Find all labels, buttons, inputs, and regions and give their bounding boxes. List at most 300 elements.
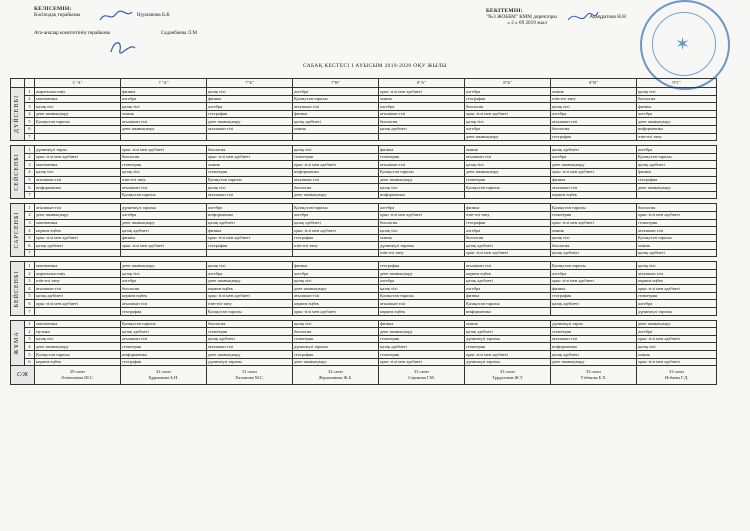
table-row [11, 176, 717, 184]
subject-cell: алгебра [465, 285, 551, 293]
subject-cell: ағылшын тілі [207, 343, 293, 351]
subject-cell [35, 133, 121, 141]
subject-cell: алгебра [637, 110, 717, 118]
subject-cell: дене шынықтыру [293, 191, 379, 199]
subject-cell [121, 133, 207, 141]
subject-cell: орыс тілі мен әдебиеті [293, 161, 379, 169]
class-5a-header: 5 "А" [35, 79, 121, 88]
class-8a-header: 8"А" [379, 79, 465, 88]
subject-cell: география [551, 292, 637, 300]
subject-cell: ағылшын тілі [207, 125, 293, 133]
subject-cell: алгебра [207, 103, 293, 111]
subject-cell: Қазақстан тарихы [637, 153, 717, 161]
subject-cell: өзін-өзі тану [551, 95, 637, 103]
subject-cell: Қазақстан тарихы [207, 176, 293, 184]
subject-cell: дене шынықтыру [379, 176, 465, 184]
page-title: САБАҚ КЕСТЕСІ I АУЫСЫМ 2019-2020 ОҚУ ЖЫЛЫ [302, 63, 448, 69]
subject-cell: алгебра [121, 277, 207, 285]
hours-total: 33 сағат [414, 369, 429, 375]
subject-cell: музыка [35, 328, 121, 336]
lesson-number: 5 [25, 176, 35, 184]
subject-cell: жаратылыстану [35, 270, 121, 278]
subject-cell [207, 249, 293, 257]
subject-cell: қазақ тілі [207, 88, 293, 96]
lesson-number: 3 [25, 161, 35, 169]
subject-cell [35, 191, 121, 199]
subject-cell: орыс тілі мен әдебиеті [121, 242, 207, 250]
lesson-number: 5 [25, 234, 35, 242]
subject-cell: биология [551, 125, 637, 133]
subject-cell: физика [121, 234, 207, 242]
lesson-number: 1 [25, 204, 35, 212]
teacher-name: Жұмаханова Ж.Б. [318, 375, 353, 381]
class-7v-header: 7"В" [293, 79, 379, 88]
subject-cell: ағылшын тілі [293, 292, 379, 300]
subject-cell: қазақ әдебиеті [551, 351, 637, 359]
subject-cell: қазақ әдебиеті [551, 300, 637, 308]
table-row [11, 168, 717, 176]
subject-cell: өзін-өзі тану [121, 176, 207, 184]
subject-cell: қазақ тілі [637, 88, 717, 96]
subject-cell: физика [465, 292, 551, 300]
subject-cell: дене шынықтыру [207, 351, 293, 359]
hours-total: 33 сағат [500, 369, 515, 375]
footer-label: С/Ж [11, 366, 35, 385]
subject-cell: алгебра [465, 227, 551, 235]
subject-cell: дене шынықтыру [207, 118, 293, 126]
subject-cell: Қазақстан тарихы [121, 191, 207, 199]
lesson-number: 4 [25, 168, 35, 176]
subject-cell: өзін-өзі тану [379, 249, 465, 257]
subject-cell: қазақ тілі [207, 184, 293, 192]
subject-cell: алгебра [293, 88, 379, 96]
subject-cell: қазақ тілі [293, 277, 379, 285]
subject-cell: дене шынықтыру [465, 168, 551, 176]
lesson-number: 3 [25, 335, 35, 343]
table-row [11, 146, 717, 154]
day-label: САРСЕНБІ [13, 211, 20, 249]
subject-cell: Қазақстан тарихы [207, 308, 293, 316]
subject-cell: дене шынықтыру [379, 328, 465, 336]
class-7b-header: 7"Б" [207, 79, 293, 88]
subject-cell: биология [293, 184, 379, 192]
footer-cell [637, 366, 717, 385]
table-row [11, 153, 717, 161]
header-day-cell [11, 79, 25, 88]
day-label: БЕЙСЕНБІ [13, 270, 20, 307]
lesson-number: 6 [25, 300, 35, 308]
subject-cell: биология [637, 204, 717, 212]
table-header-row [11, 79, 717, 88]
subject-cell: қазақ тілі [35, 335, 121, 343]
subject-cell: химия [551, 88, 637, 96]
subject-cell: физика [551, 285, 637, 293]
subject-cell: Қазақстан тарихы [35, 351, 121, 359]
lesson-number: 5 [25, 118, 35, 126]
teacher-name: Үзбекова Б.Х. [580, 375, 607, 381]
lesson-number: 2 [25, 270, 35, 278]
subject-cell: алгебра [207, 204, 293, 212]
table-row [11, 308, 717, 316]
subject-cell: математика [35, 95, 121, 103]
subject-cell [637, 191, 717, 199]
subject-cell: алгебра [379, 103, 465, 111]
footer-cell [207, 366, 293, 385]
subject-cell: геометрия [551, 328, 637, 336]
subject-cell: биология [379, 118, 465, 126]
subject-cell: дене шынықтыру [35, 110, 121, 118]
teacher-name: Исбаева Г.Д. [664, 375, 689, 381]
subject-cell: қазақ әдебиеті [35, 242, 121, 250]
lesson-number: 6 [25, 125, 35, 133]
subject-cell [35, 125, 121, 133]
subject-cell: Қазақстан тарихы [293, 204, 379, 212]
subject-cell: дене шынықтыру [551, 358, 637, 366]
subject-cell: ағылшын тілі [465, 153, 551, 161]
subject-cell: география [379, 262, 465, 270]
subject-cell: қазақ әдебиеті [465, 242, 551, 250]
subject-cell: орыс тілі мен әдебиеті [551, 219, 637, 227]
subject-cell: биология [293, 328, 379, 336]
subject-cell: алгебра [637, 328, 717, 336]
subject-cell: қазақ әдебиеті [207, 335, 293, 343]
subject-cell: биология [379, 219, 465, 227]
day-cell [11, 88, 25, 141]
official-stamp [640, 0, 730, 90]
subject-cell: физика [207, 95, 293, 103]
lesson-number: 3 [25, 103, 35, 111]
subject-cell: орыс тілі мен әдебиеті [293, 227, 379, 235]
subject-cell: орыс тілі мен әдебиеті [121, 146, 207, 154]
left-line1-label: Кәсіподақ төрайымы [34, 12, 81, 18]
hours-total: 32 сағат [328, 369, 343, 375]
subject-cell: дүниежүзі тарихы [465, 335, 551, 343]
subject-cell: орыс тілі мен әдебиеті [207, 234, 293, 242]
subject-cell: алгебра [551, 110, 637, 118]
subject-cell [293, 133, 379, 141]
table-row [11, 95, 717, 103]
lesson-number: 6 [25, 358, 35, 366]
lesson-number: 5 [25, 351, 35, 359]
lesson-number: 7 [25, 133, 35, 141]
table-row [11, 292, 717, 300]
table-row [11, 262, 717, 270]
subject-cell: өзін-өзі тану [293, 242, 379, 250]
subject-cell: дүниежүзі тарих [551, 320, 637, 328]
subject-cell: ағылшын тілі [35, 176, 121, 184]
subject-cell: биология [207, 320, 293, 328]
right-line1-name: Ақмұратова Н.Н [589, 14, 626, 20]
subject-cell: Қазақстан тарихы [465, 300, 551, 308]
table-row [11, 227, 717, 235]
subject-cell: математика [35, 320, 121, 328]
subject-cell: дене шынықтыру [293, 285, 379, 293]
subject-cell: алгебра [293, 270, 379, 278]
subject-cell: химия [465, 146, 551, 154]
subject-cell: дене шынықтыру [551, 161, 637, 169]
footer-cell [379, 366, 465, 385]
subject-cell: орыс тілі мен әдебиеті [35, 234, 121, 242]
subject-cell: геометрия [121, 343, 207, 351]
subject-cell: химия [379, 234, 465, 242]
left-line1-name: Нурланова Б.К [136, 12, 170, 18]
lesson-number: 4 [25, 227, 35, 235]
subject-cell: көркем еңбек [207, 285, 293, 293]
subject-cell: орыс тілі мен әдебиеті [637, 285, 717, 293]
footer-cell [121, 366, 207, 385]
subject-cell: қазақ тілі [637, 262, 717, 270]
subject-cell: алгебра [465, 125, 551, 133]
subject-cell: қазақ тілі [121, 168, 207, 176]
footer-cell [551, 366, 637, 385]
table-row [11, 110, 717, 118]
subject-cell: геометрия [293, 335, 379, 343]
subject-cell: орыс тілі мен әдебиеті [207, 292, 293, 300]
approval-right [486, 8, 626, 26]
subject-cell: химия [379, 95, 465, 103]
hours-total: 32 сағат [156, 369, 171, 375]
subject-cell: геометрия [637, 219, 717, 227]
subject-cell: ағылшын тілі [121, 335, 207, 343]
schedule-table [10, 78, 717, 385]
footer-cell [35, 366, 121, 385]
subject-cell: қазақ әдебиеті [637, 249, 717, 257]
subject-cell: орыс тілі мен әдебиеті [207, 153, 293, 161]
class-8v-header: 8"В" [551, 79, 637, 88]
day-cell [11, 146, 25, 199]
subject-cell: география [637, 176, 717, 184]
subject-cell: өзін-өзі тану [35, 277, 121, 285]
subject-cell: орыс тілі мен әдебиеті [465, 351, 551, 359]
subject-cell: орыс тілі мен әдебиеті [379, 211, 465, 219]
subject-cell: жаратылыстану [35, 88, 121, 96]
subject-cell: геометрия [379, 153, 465, 161]
teacher-name: Серикова Г.М. [408, 375, 435, 381]
lesson-number: 1 [25, 88, 35, 96]
subject-cell: геометрия [207, 168, 293, 176]
subject-cell: алгебра [465, 88, 551, 96]
teacher-name: Әлімханова Ш.С. [61, 375, 94, 381]
subject-cell: Қазақстан тарихы [465, 184, 551, 192]
header-num-cell [25, 79, 35, 88]
subject-cell: орыс тілі мен әдебиеті [379, 358, 465, 366]
subject-cell: информатика [637, 125, 717, 133]
table-row [11, 161, 717, 169]
subject-cell: Қазақстан тарихы [551, 262, 637, 270]
subject-cell [35, 249, 121, 257]
subject-cell: математика [35, 262, 121, 270]
subject-cell: қазақ әдебиеті [465, 277, 551, 285]
subject-cell: алгебра [207, 270, 293, 278]
subject-cell: өзін-өзі тану [207, 300, 293, 308]
subject-cell: химия [637, 351, 717, 359]
subject-cell: орыс тілі мен әдебиеті [551, 277, 637, 285]
subject-cell: көркем еңбек [293, 300, 379, 308]
subject-cell: қазақ әдебиеті [379, 125, 465, 133]
subject-cell: қазақ тілі [35, 168, 121, 176]
subject-cell: биология [121, 153, 207, 161]
subject-cell [379, 133, 465, 141]
subject-cell: дене шынықтыру [207, 277, 293, 285]
subject-cell: химия [207, 161, 293, 169]
subject-cell: қазақ тілі [121, 103, 207, 111]
subject-cell: орыс тілі мен әдебиеті [465, 249, 551, 257]
subject-cell: қазақ тілі [551, 103, 637, 111]
subject-cell: дүниежүзі тарих [35, 146, 121, 154]
subject-cell: қазақ тілі [551, 234, 637, 242]
subject-cell: дене шынықтыру [121, 262, 207, 270]
subject-cell: қазақ әдебиеті [379, 343, 465, 351]
table-row [11, 285, 717, 293]
subject-cell: ағылшын тілі [293, 176, 379, 184]
subject-cell: информатика [551, 343, 637, 351]
subject-cell: қазақ әдебиеті [293, 219, 379, 227]
table-row [11, 219, 717, 227]
subject-cell: қазақ тілі [379, 227, 465, 235]
subject-cell: физика [379, 320, 465, 328]
right-date: « 2 » 09 2019 жыл [507, 20, 547, 26]
subject-cell: көркем еңбек [35, 227, 121, 235]
subject-cell: биология [637, 95, 717, 103]
subject-cell: алгебра [637, 300, 717, 308]
subject-cell: ағылшын тілі [379, 161, 465, 169]
subject-cell: география [207, 242, 293, 250]
subject-cell: қазақ тілі [465, 118, 551, 126]
subject-cell: информатика [35, 184, 121, 192]
subject-cell: география [465, 95, 551, 103]
class-8b-header: 8"Б" [465, 79, 551, 88]
subject-cell [35, 308, 121, 316]
subject-cell: көркем еңбек [637, 277, 717, 285]
subject-cell: география [293, 351, 379, 359]
subject-cell: қазақ әдебиеті [207, 219, 293, 227]
table-row [11, 184, 717, 192]
subject-cell: өзін-өзі тану [637, 133, 717, 141]
subject-cell: ағылшын тілі [551, 118, 637, 126]
subject-cell: химия [551, 227, 637, 235]
hours-total: 33 сағат [586, 369, 601, 375]
subject-cell: алгебра [293, 211, 379, 219]
subject-cell: Қазақстан тарихы [379, 292, 465, 300]
subject-cell: дүниежүзі тарихы [379, 242, 465, 250]
lesson-number: 5 [25, 292, 35, 300]
subject-cell: қазақ тілі [293, 146, 379, 154]
subject-cell: дене шынықтыру [637, 184, 717, 192]
subject-cell: дене шынықтыру [637, 118, 717, 126]
subject-cell: геометрия [637, 292, 717, 300]
table-row [11, 328, 717, 336]
subject-cell: дүниежүзі тарихы [465, 358, 551, 366]
footer-cell [465, 366, 551, 385]
subject-cell: математика [35, 161, 121, 169]
subject-cell: қазақ тілі [121, 270, 207, 278]
subject-cell: қазақ тілі [637, 343, 717, 351]
subject-cell [465, 191, 551, 199]
subject-cell: орыс тілі мен әдебиеті [35, 153, 121, 161]
lesson-number: 1 [25, 146, 35, 154]
table-row [11, 249, 717, 257]
subject-cell: биология [465, 103, 551, 111]
subject-cell: геометрия [379, 335, 465, 343]
table-row [11, 300, 717, 308]
teacher-name: Тұрдалиева Ж.Т. [491, 375, 524, 381]
subject-cell: ағылшын тілі [551, 184, 637, 192]
subject-cell: дене шынықтыру [121, 125, 207, 133]
subject-cell: геометрия [465, 343, 551, 351]
subject-cell: дене шынықтыру [465, 133, 551, 141]
day-label: ЖҰМА [13, 331, 20, 355]
table-row [11, 204, 717, 212]
subject-cell: математика [35, 219, 121, 227]
subject-cell: ағылшын тілі [465, 262, 551, 270]
subject-cell: дене шынықтыру [121, 219, 207, 227]
subject-cell: көркем еңбек [551, 191, 637, 199]
hours-total: 29 сағат [70, 369, 85, 375]
signature-3 [566, 10, 600, 26]
lesson-number: 1 [25, 320, 35, 328]
subject-cell: ағылшын тілі [207, 191, 293, 199]
subject-cell: Қазақстан тарихы [379, 168, 465, 176]
table-row [11, 351, 717, 359]
subject-cell: дене шынықтыру [637, 320, 717, 328]
subject-cell: қазақ тілі [379, 285, 465, 293]
subject-cell: қазақ әдебиеті [121, 328, 207, 336]
hours-total: 33 сағат [669, 369, 684, 375]
subject-cell: дене шынықтыру [35, 343, 121, 351]
subject-cell: Қазақстан тарихы [293, 95, 379, 103]
subject-cell: алгебра [379, 204, 465, 212]
subject-cell: дүниежүзі тарихы [207, 358, 293, 366]
subject-cell: ағылшын тілі [35, 285, 121, 293]
subject-cell: алгебра [637, 146, 717, 154]
subject-cell: дене шынықтыру [293, 358, 379, 366]
subject-cell: көркем еңбек [35, 358, 121, 366]
right-line1: "№3 ЖОББМ" КММ директоры [486, 14, 557, 20]
subject-cell: физика [293, 262, 379, 270]
table-row [11, 133, 717, 141]
subject-cell: қазақ әдебиеті [551, 249, 637, 257]
table-row [11, 118, 717, 126]
subject-cell: қазақ тілі [293, 320, 379, 328]
teacher-name: Халимова М.С. [235, 375, 264, 381]
subject-cell: көркем еңбек [379, 308, 465, 316]
lesson-number: 1 [25, 262, 35, 270]
table-row [11, 358, 717, 366]
subject-cell: информатика [207, 211, 293, 219]
signature-1 [98, 8, 134, 24]
subject-cell: орыс тілі мен әдебиеті [35, 300, 121, 308]
subject-cell: алгебра [121, 211, 207, 219]
subject-cell [293, 249, 379, 257]
subject-cell: орыс тілі мен әдебиеті [551, 168, 637, 176]
footer-cell [293, 366, 379, 385]
subject-cell: геометрия [465, 176, 551, 184]
lesson-number: 7 [25, 191, 35, 199]
subject-cell: ағылшын тілі [551, 335, 637, 343]
subject-cell: орыс тілі мен әдебиеті [637, 358, 717, 366]
subject-cell: ағылшын тілі [293, 103, 379, 111]
hours-total: 31 сағат [242, 369, 257, 375]
lesson-number: 2 [25, 95, 35, 103]
subject-cell: қазақ тілі [35, 103, 121, 111]
lesson-number: 2 [25, 211, 35, 219]
subject-cell: химия [637, 242, 717, 250]
subject-cell: орыс тілі мен әдебиеті [293, 308, 379, 316]
subject-cell: қазақ тілі [465, 161, 551, 169]
subject-cell: информатика [379, 191, 465, 199]
right-title: БЕКІТЕМІН: [486, 8, 523, 14]
subject-cell: орыс тілі мен әдебиеті [637, 335, 717, 343]
